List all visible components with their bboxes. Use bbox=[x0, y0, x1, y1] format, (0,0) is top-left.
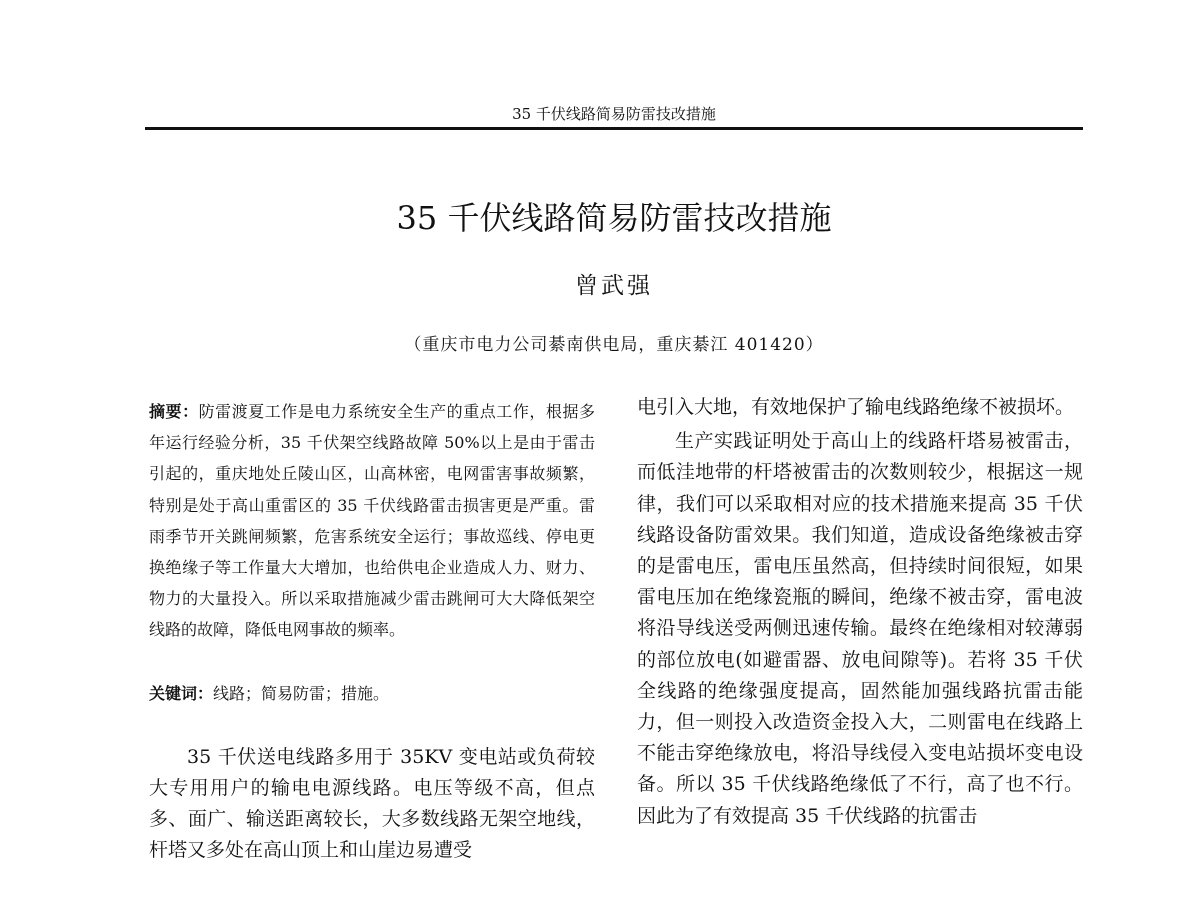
abstract bbox=[149, 396, 595, 646]
author-name: 曾武强 bbox=[575, 273, 653, 299]
abstract-label: 摘要： bbox=[149, 402, 199, 421]
keywords-label: 关键词： bbox=[149, 683, 214, 703]
author-affiliation: （重庆市电力公司綦南供电局，重庆綦江 401420） bbox=[404, 335, 824, 355]
left-column bbox=[149, 396, 595, 867]
keywords-text: 线路；简易防雷；措施。 bbox=[213, 683, 390, 703]
body-paragraph-practice: 生产实践证明处于高山上的线路杆塔易被雷击，而低洼地带的杆塔被雷击的次数则较少，根据这一规律，我们可以采取相对应的技术措施来提高 35 千伏线路设备防雷效果。我们知道，造成设备绝缘被击穿的是雷电压，雷电压虽然高，但持续时间很短，如果雷电压加在绝缘瓷瓶的瞬间，绝缘不被击穿，雷电波将沿导线送受两侧迅速传输。最终在绝缘相对较薄弱的部位放电(如避雷器、放电间隙等)。若将 35 千伏全线路的绝缘强度提高，固然能加强线路抗雷击能力，但一则投入改造资金投入大，二则雷电在线路上不能击穿绝缘放电，将沿导线侵入变电站损坏变电设备。所以 35 千伏线路绝缘低了不行，高了也不行。因此为了有效提高 35 千伏线路的抗雷击 bbox=[637, 430, 1083, 827]
running-head: 35 千伏线路简易防雷技改措施 bbox=[512, 105, 716, 123]
body-paragraph-continued: 电引入大地，有效地保护了输电线路绝缘不被损坏。 bbox=[637, 396, 1075, 418]
right-column bbox=[637, 392, 1083, 832]
keywords bbox=[149, 678, 595, 709]
body-paragraph-intro: 35 千伏送电线路多用于 35KV 变电站或负荷较大专用用户的输电电源线路。电压等级不高，但点多、面广、输送距离较长，大多数线路无架空地线，杆塔又多处在高山顶上和山崖边易遭受 bbox=[149, 745, 595, 862]
paper-title: 35 千伏线路简易防雷技改措施 bbox=[396, 199, 832, 237]
abstract-text: 防雷渡夏工作是电力系统安全生产的重点工作，根据多年运行经验分析，35 千伏架空线路故障 50%以上是由于雷击引起的，重庆地处丘陵山区，山高林密，电网雷害事故频繁，特别是处于高山重雷区的 35 千伏线路雷击损害更是严重。雷雨季节开关跳闸频繁，危害系统安全运行；事故巡线、停电更换绝缘子等工作量大大增加，也给供电企业造成人力、财力、物力的大量投入。所以采取措施减少雷击跳闸可大大降低架空线路的故障，降低电网事故的频率。 bbox=[149, 402, 595, 640]
header-rule bbox=[145, 127, 1083, 130]
